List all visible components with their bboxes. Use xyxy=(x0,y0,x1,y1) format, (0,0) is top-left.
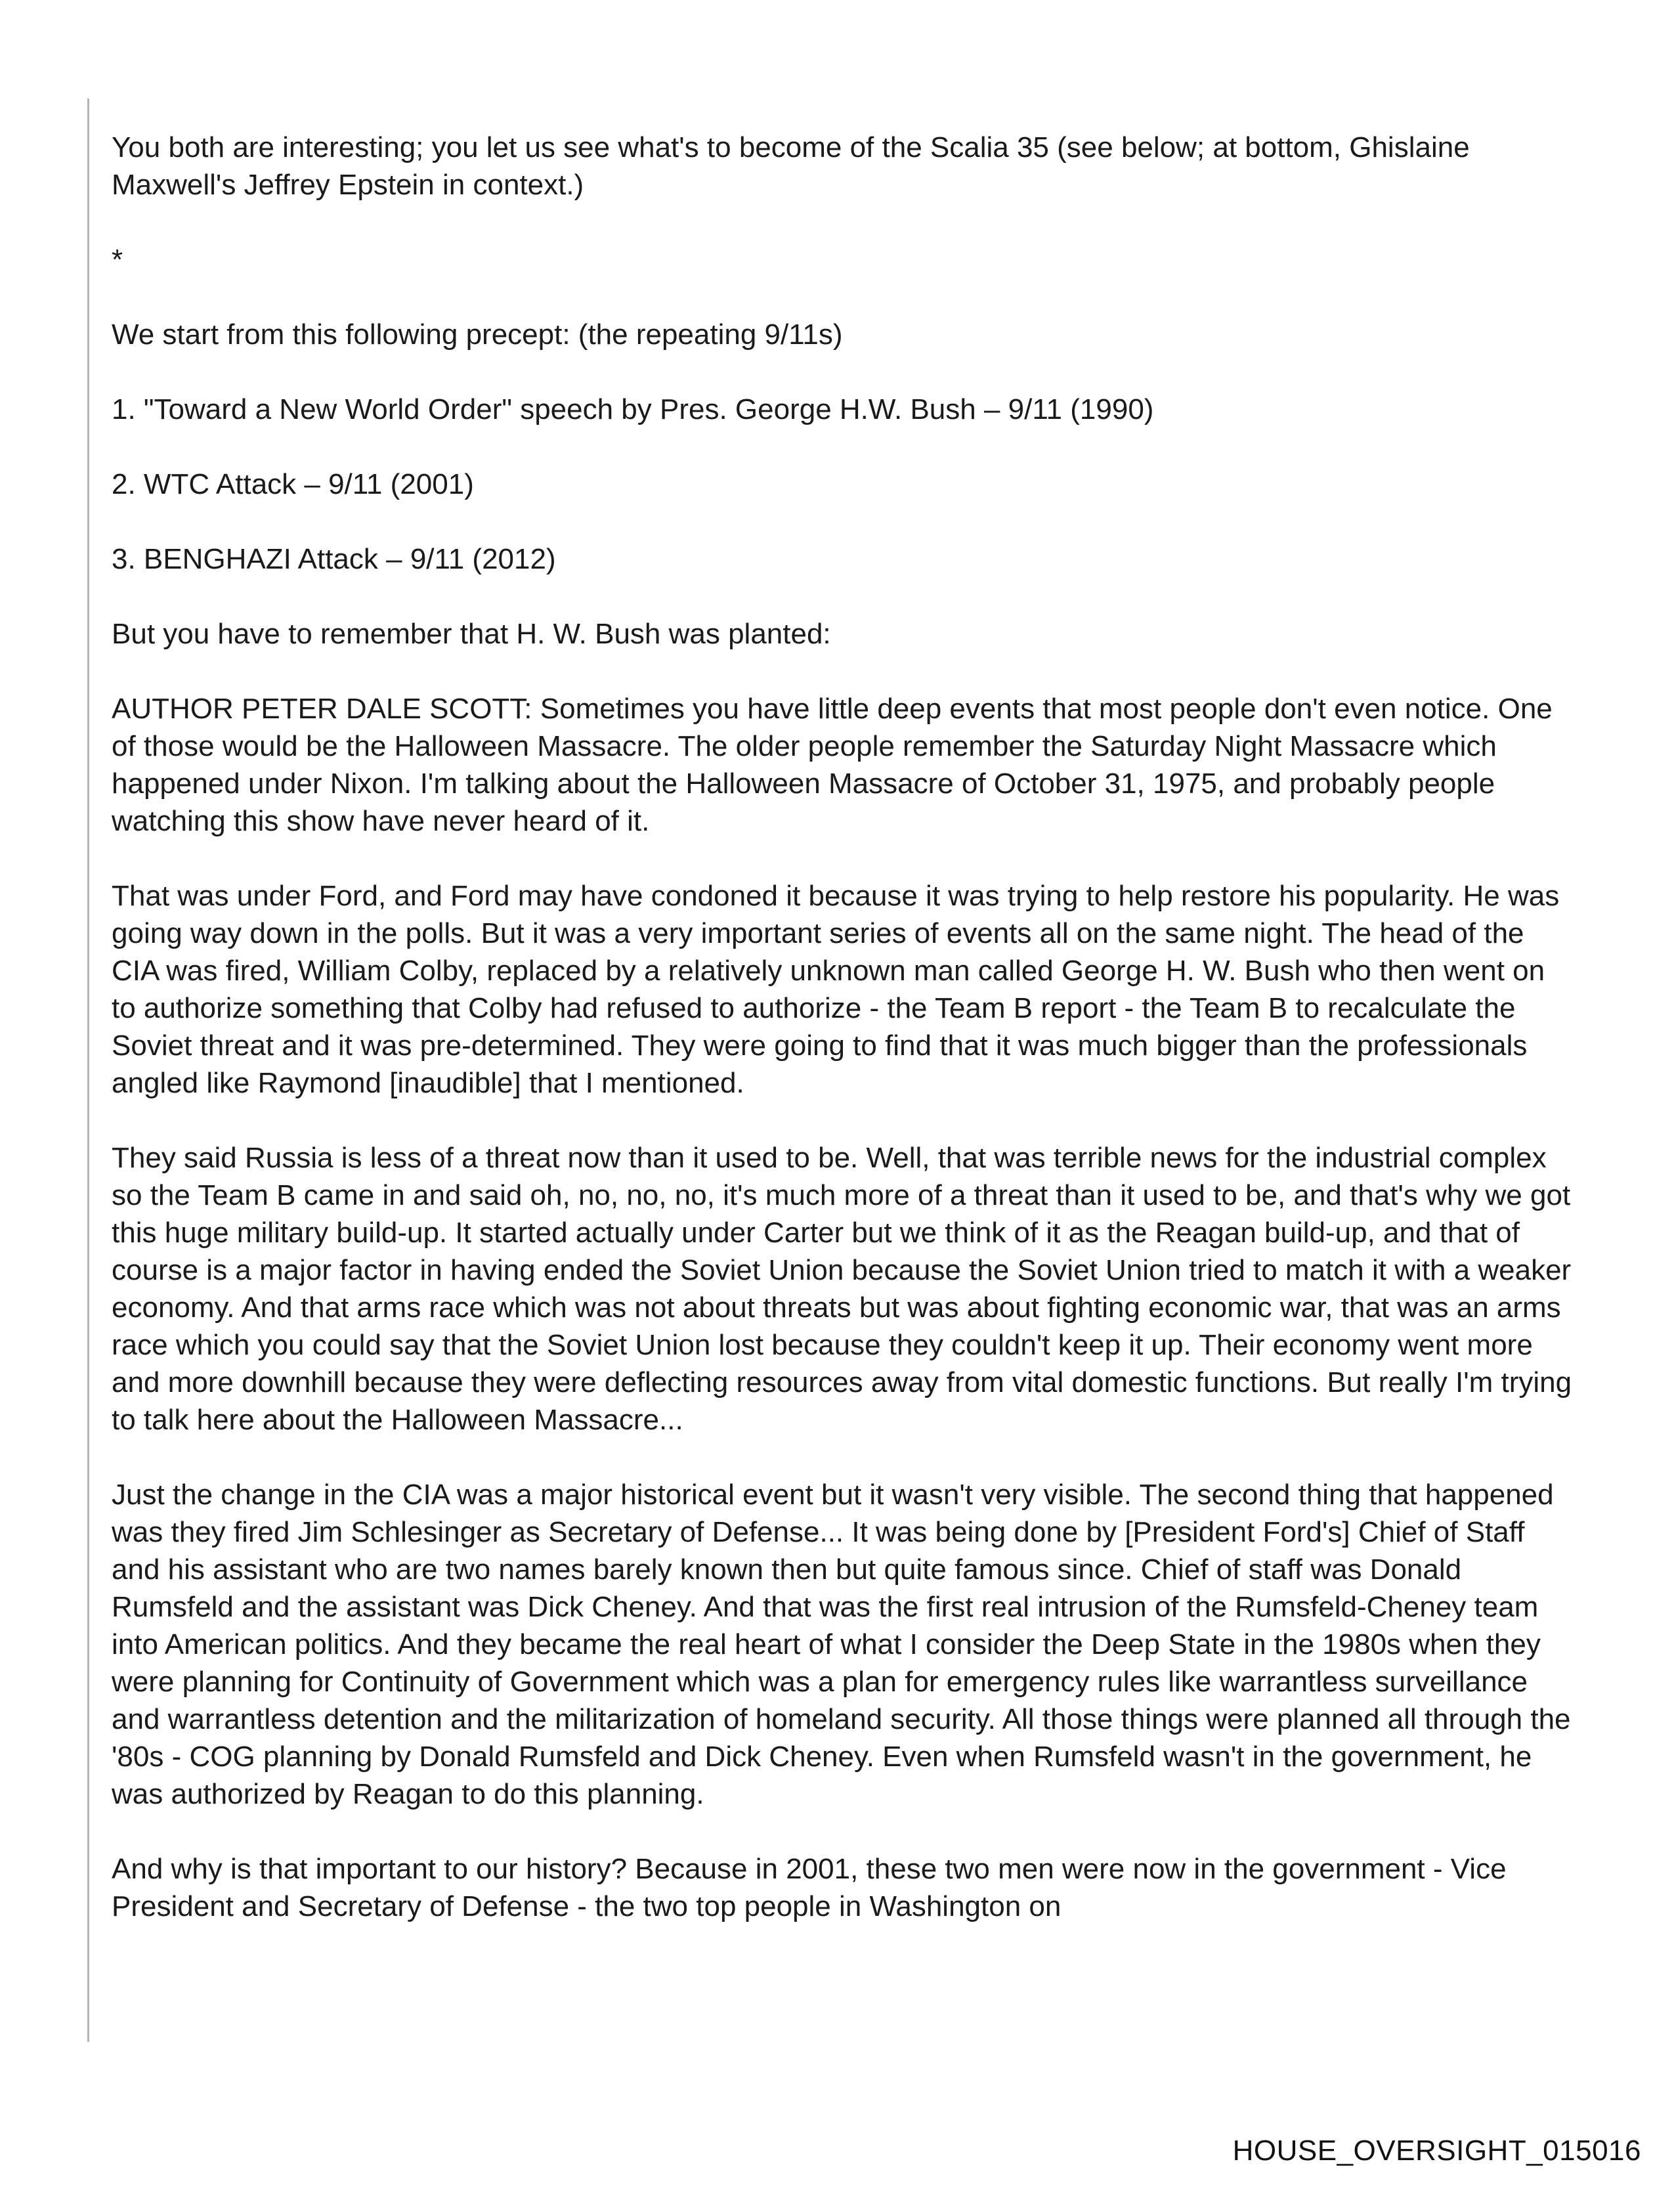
list-item-new-world-order: 1. "Toward a New World Order" speech by Pres. George H.W. Bush – 9/11 (1990) xyxy=(112,393,1154,425)
paragraph-precept: We start from this following precept: (the repeating 9/11s) xyxy=(112,318,843,351)
paragraph-scott-quote: AUTHOR PETER DALE SCOTT: Sometimes you have little deep events that most people don't even notice. One of those would be the Halloween Massacre. The older people remember the Saturday Night Massacre which happened under Nixon. I'm talking about the Halloween Massacre of October 31, 1975, and probably people watching this show have never heard of it. xyxy=(112,693,1553,837)
paragraph-cia-change: Just the change in the CIA was a major historical event but it wasn't very visible. The second thing that happened was they fired Jim Schlesinger as Secretary of Defense... It was being done by [President Ford's] Chief of Staff and his assistant who are two names barely known then but quite famous since. Chief of staff was Donald Rumsfeld and the assistant was Dick Cheney. And that was the first real intrusion of the Rumsfeld-Cheney team into American politics. And they became the real heart of what I consider the Deep State in the 1980s when they were planning for Continuity of Government which was a plan for emergency rules like warrantless surveillance and warrantless detention and the militarization of homeland security. All those things were planned all through the '80s - COG planning by Donald Rumsfeld and Dick Cheney. Even when Rumsfeld wasn't in the government, he was authorized by Reagan to do this planning. xyxy=(112,1479,1571,1810)
paragraph-ford: That was under Ford, and Ford may have condoned it because it was trying to help restore his popularity. He was going way down in the polls. But it was a very important series of events all on the same night. The head of the CIA was fired, William Colby, replaced by a relatively unknown man called George H. W. Bush who then went on to authorize something that Colby had refused to authorize - the Team B report - the Team B to recalculate the Soviet threat and it was pre-determined. They were going to find that it was much bigger than the professionals angled like Raymond [inaudible] that I mentioned. xyxy=(112,880,1560,1099)
paragraph-separator: * xyxy=(112,244,123,276)
list-item-wtc-attack: 2. WTC Attack – 9/11 (2001) xyxy=(112,468,474,500)
list-item-benghazi-attack: 3. BENGHAZI Attack – 9/11 (2012) xyxy=(112,543,556,575)
paragraph-bush-planted: But you have to remember that H. W. Bush was planted: xyxy=(112,618,831,650)
paragraph-russia-threat: They said Russia is less of a threat now than it used to be. Well, that was terrible news for the industrial complex so the Team B came in and said oh, no, no, no, it's much more of a threat than it used to be, and that's why we got this huge military build-up. It started actually under Carter but we think of it as the Reagan build-up, and that of course is a major factor in having ended the Soviet Union because the Soviet Union tried to match it with a weaker economy. And that arms race which was not about threats but was about fighting economic war, that was an arms race which you could say that the Soviet Union lost because they couldn't keep it up. Their economy went more and more downhill because they were deflecting resources away from vital domestic functions. But really I'm trying to talk here about the Halloween Massacre... xyxy=(112,1142,1572,1436)
bates-number: HOUSE_OVERSIGHT_015016 xyxy=(1232,2135,1641,2167)
paragraph-history: And why is that important to our history? Because in 2001, these two men were now in the government - Vice President and Secretary of Defense - the two top people in Washington on xyxy=(112,1853,1507,1922)
document-body xyxy=(112,129,1576,1963)
paragraph-intro: You both are interesting; you let us see what's to become of the Scalia 35 (see below; at bottom, Ghislaine Maxwell's Jeffrey Epstein in context.) xyxy=(112,131,1470,201)
quote-rule xyxy=(87,98,89,2042)
